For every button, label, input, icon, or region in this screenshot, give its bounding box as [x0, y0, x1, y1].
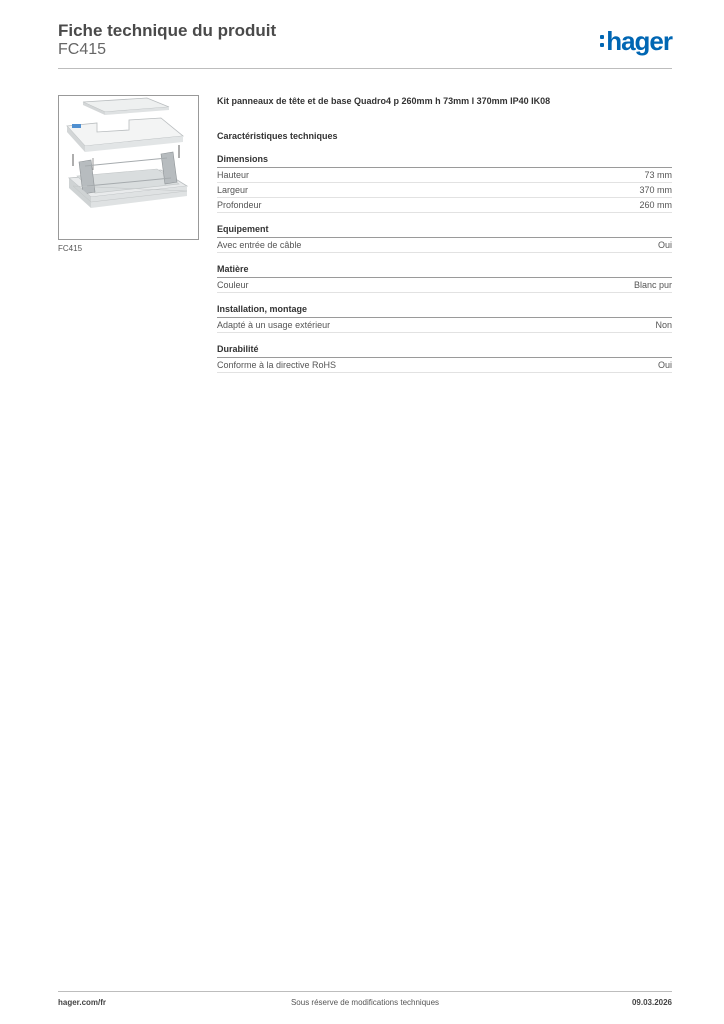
section-installation [217, 304, 672, 333]
product-image [58, 95, 199, 240]
footer-divider [58, 991, 672, 992]
section-durabilite [217, 344, 672, 373]
tech-specs-heading: Caractéristiques techniques [217, 131, 338, 141]
enclosure-panels-illustration [59, 96, 198, 239]
spec-row [217, 168, 672, 183]
section-equipement [217, 224, 672, 253]
spec-value: Oui [657, 360, 672, 370]
spec-row [217, 198, 672, 213]
product-code: FC415 [58, 41, 107, 58]
section-title: Dimensions [217, 154, 672, 168]
footer-disclaimer: Sous réserve de modifications techniques [290, 998, 440, 1007]
spec-label: Conforme à la directive RoHS [217, 360, 337, 370]
image-caption: FC415 [58, 244, 83, 253]
header-divider [58, 68, 672, 69]
product-description: Kit panneaux de tête et de base Quadro4 p 260mm h 73mm l 370mm IP40 IK08 [217, 96, 551, 106]
spec-row [217, 358, 672, 373]
document-title: Fiche technique du produit [58, 21, 277, 40]
page-header [58, 20, 672, 68]
spec-value: Oui [657, 240, 672, 250]
section-title: Installation, montage [217, 304, 672, 318]
section-dimensions [217, 154, 672, 213]
spec-label: Hauteur [217, 170, 250, 180]
section-title: Equipement [217, 224, 672, 238]
spec-label: Adapté à un usage extérieur [217, 320, 331, 330]
spec-label: Couleur [217, 280, 249, 290]
spec-row [217, 238, 672, 253]
section-matiere [217, 264, 672, 293]
spec-value: Non [655, 320, 672, 330]
spec-label: Largeur [217, 185, 249, 195]
logo-dots-icon [600, 35, 604, 47]
website-link[interactable]: hager.com/fr [58, 998, 107, 1007]
spec-row [217, 318, 672, 333]
section-title: Matière [217, 264, 672, 278]
spec-label: Avec entrée de câble [217, 240, 302, 250]
spec-label: Profondeur [217, 200, 262, 210]
spec-value: 73 mm [644, 170, 672, 180]
spec-value: 370 mm [639, 185, 672, 195]
spec-value: 260 mm [639, 200, 672, 210]
section-title: Durabilité [217, 344, 672, 358]
spec-row [217, 183, 672, 198]
product-details [217, 94, 672, 373]
spec-value: Blanc pur [633, 280, 672, 290]
hager-logo [600, 25, 672, 57]
spec-row [217, 278, 672, 293]
footer-date: 09.03.2026 [631, 998, 672, 1007]
brand-name: hager [606, 26, 672, 56]
